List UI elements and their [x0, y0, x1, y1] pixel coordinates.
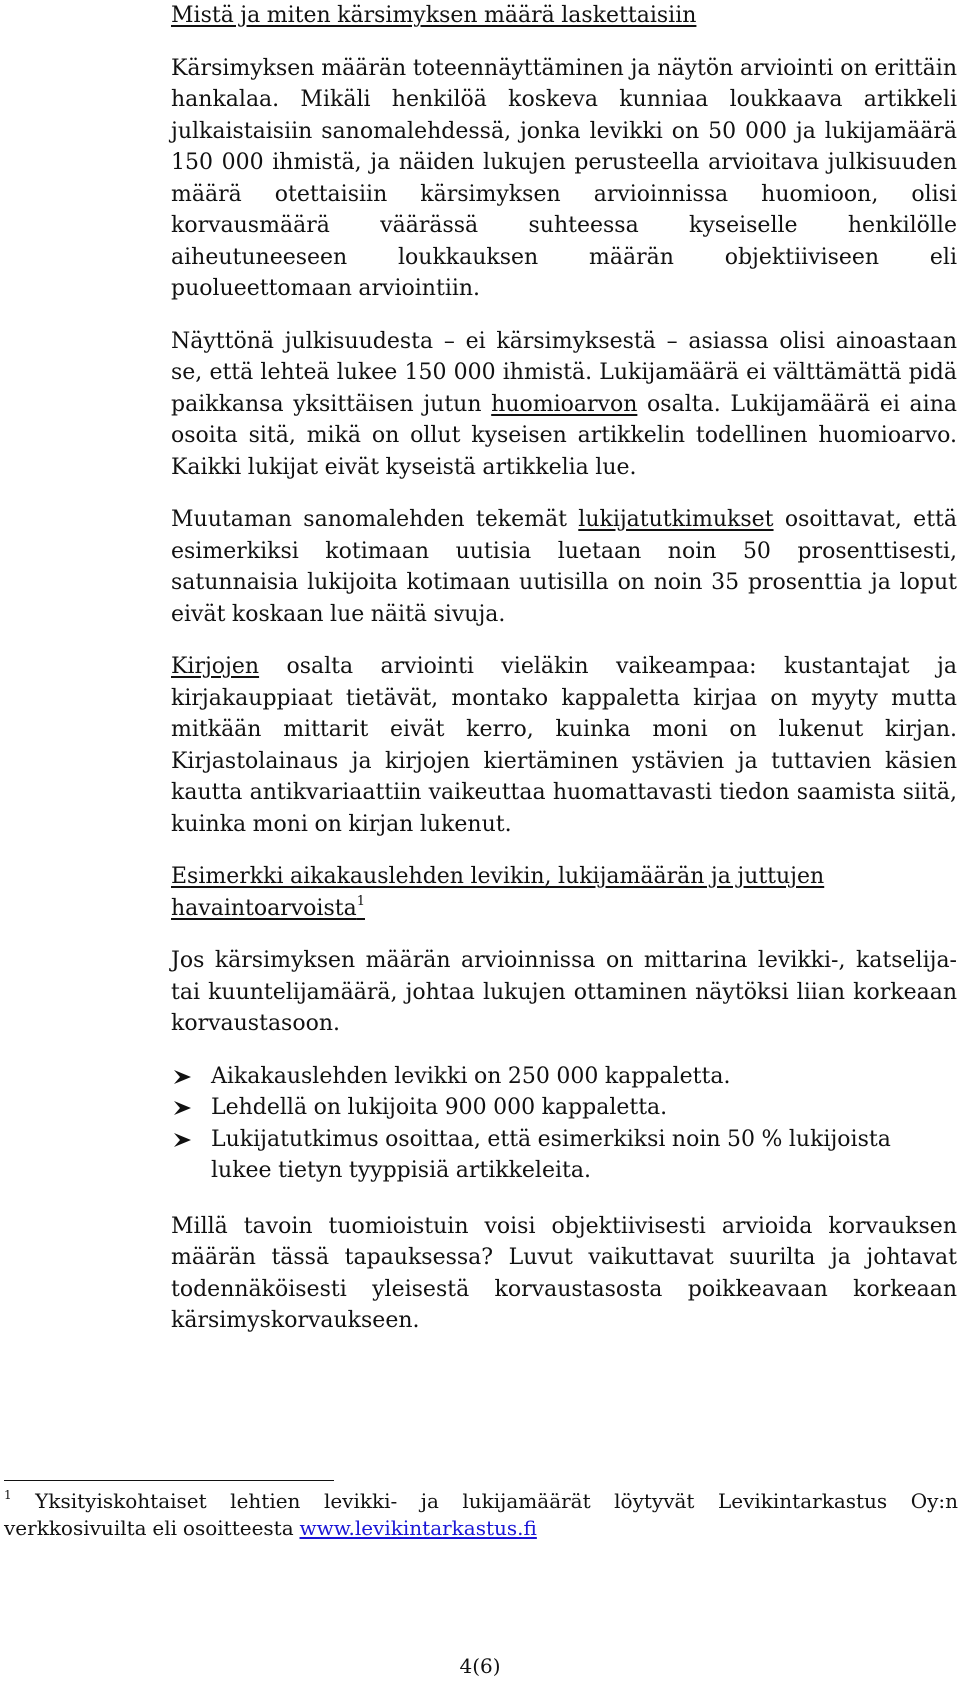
footnote-reference[interactable]: 1: [356, 893, 365, 909]
levikintarkastus-link[interactable]: www.levikintarkastus.fi: [299, 1516, 537, 1540]
paragraph-3-text-a: Muutaman sanomalehden tekemät: [171, 507, 579, 532]
list-item: [171, 1061, 957, 1093]
footnote-number: 1: [4, 1488, 12, 1502]
footnote: [4, 1488, 958, 1542]
paragraph-6: Millä tavoin tuomioistuin voisi objektiivisesti arvioida korvauksen määrän tässä tapauksessa? Luvut vaikuttavat suurilta ja johtavat todennäköisesti yleisestä korvaustasosta poikkeavaan korkeaan kärsimyskorvaukseen.: [171, 1213, 957, 1333]
paragraph-3: [171, 504, 957, 630]
paragraph-2-text-b: osalta. Lukijamäärä ei aina osoita sitä, mikä on ollut kyseisen artikkelin todellinen huomioarvo. Kaikki lukijat eivät kyseistä artikkelia lue.: [171, 391, 957, 480]
arrowhead-bullet-icon: [171, 1061, 195, 1092]
arrowhead-bullet-icon: [171, 1124, 195, 1155]
paragraph-2: [171, 326, 957, 484]
example-heading-text: Esimerkki aikakauslehden levikin, lukijamäärän ja juttujen havaintoarvoista: [171, 864, 825, 921]
paragraph-1: Kärsimyksen määrän toteennäyttäminen ja näytön arviointi on erittäin hankalaa. Mikäli henkilöä koskeva kunniaa loukkaava artikkeli julkaistaisiin sanomalehdessä, jonka levikki on 50 000 ja lukijamäärä 150 000 ihmistä, ja näiden lukujen perusteella arvioitava julkisuuden määrä otettaisiin kärsimyksen arvioinnissa huomioon, olisi korvausmäärä väärässä suhteessa kyseiselle henkilölle aiheutuneeseen loukkauksen määrän objektiiviseen eli puolueettomaan arviointiin.: [171, 55, 957, 301]
section-heading: Mistä ja miten kärsimyksen määrä laskettaisiin: [171, 3, 697, 28]
page-number: 4(6): [459, 1654, 501, 1678]
document-body: [171, 0, 957, 1358]
footnote-divider: [4, 1480, 334, 1481]
paragraph-4: [171, 651, 957, 840]
list-item: [171, 1124, 957, 1187]
list-item: [171, 1092, 957, 1124]
list-item-text: Lukijatutkimus osoittaa, että esimerkiksi noin 50 % lukijoista lukee tietyn tyyppisiä artikkeleita.: [211, 1126, 891, 1183]
bullet-list: [171, 1061, 957, 1187]
list-item-text: Aikakauslehden levikki on 250 000 kappaletta.: [211, 1063, 731, 1089]
arrowhead-bullet-icon: [171, 1092, 195, 1123]
kirjojen-link[interactable]: Kirjojen: [171, 654, 260, 679]
paragraph-2-text-a: Näyttönä julkisuudesta – ei kärsimyksestä – asiassa olisi ainoastaan se, että lehteä lukee 150 000 ihmistä. Lukijamäärä ei välttämättä pidä paikkansa yksittäisen jutun: [171, 328, 957, 417]
lukijatutkimukset-link[interactable]: lukijatutkimukset: [578, 507, 774, 532]
list-item-text: Lehdellä on lukijoita 900 000 kappaletta.: [211, 1095, 668, 1120]
huomioarvon-link[interactable]: huomioarvon: [491, 391, 638, 417]
paragraph-3-text-b: osoittavat, että esimerkiksi kotimaan uutisia luetaan noin 50 prosenttisesti, satunnaisia lukijoita kotimaan uutisilla on noin 35 prosenttia ja loput eivät koskaan lue näitä sivuja.: [171, 507, 957, 627]
example-heading: [171, 861, 957, 924]
paragraph-4-text: osalta arviointi vieläkin vaikeampaa: kustantajat ja kirjakauppiaat tietävät, montako kappaletta kirjaa on myyty mutta mitkään mittarit eivät kerro, kuinka moni on lukenut kirjan. Kirjastolainaus ja kirjojen kiertäminen ystävien ja tuttavien käsien kautta antikvariaattiin vaikeuttaa huomattavasti tiedon saamista siitä, kuinka moni on kirjan lukenut.: [171, 654, 957, 837]
footnote-text: Yksityiskohtaiset lehtien levikki- ja lukijamäärät löytyvät Levikintarkastus Oy:n verkkosivuilta eli osoitteesta: [4, 1489, 959, 1540]
paragraph-5: Jos kärsimyksen määrän arvioinnissa on mittarina levikki-, katselija- tai kuuntelijamäärä, johtaa lukujen ottaminen näytöksi liian korkeaan korvaustasoon.: [171, 948, 957, 1036]
